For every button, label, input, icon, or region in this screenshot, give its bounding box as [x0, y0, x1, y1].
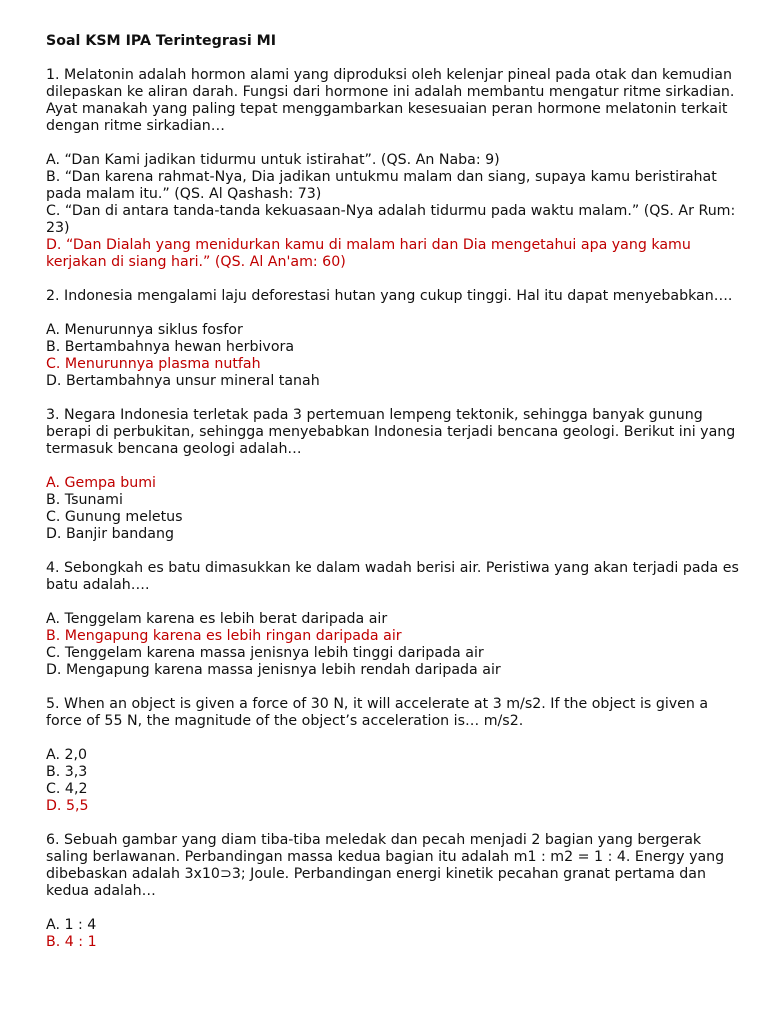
question-block [46, 288, 746, 390]
answer-option: A. “Dan Kami jadikan tidurmu untuk istirahat”. (QS. An Naba: 9) [46, 152, 500, 168]
document-title: Soal KSM IPA Terintegrasi MI [46, 33, 277, 49]
answer-option: A. Menurunnya siklus fosfor [46, 322, 243, 338]
answer-options [46, 322, 746, 390]
answer-option-correct: A. Gempa bumi [46, 475, 156, 491]
question-list [46, 67, 746, 951]
answer-options [46, 917, 746, 951]
answer-option: D. Banjir bandang [46, 526, 174, 542]
answer-option-correct: D. “Dan Dialah yang menidurkan kamu di malam hari dan Dia mengetahui apa yang kamu kerjakan di siang hari.” (QS. Al An'am: 60) [46, 237, 691, 270]
answer-option-correct: B. Mengapung karena es lebih ringan daripada air [46, 628, 402, 644]
answer-option: A. Tenggelam karena es lebih berat daripada air [46, 611, 388, 627]
answer-option: D. Bertambahnya unsur mineral tanah [46, 373, 320, 389]
answer-option: C. 4,2 [46, 781, 88, 797]
answer-options [46, 475, 746, 543]
answer-option: B. Tsunami [46, 492, 123, 508]
document-page [46, 33, 746, 968]
answer-option: B. Bertambahnya hewan herbivora [46, 339, 295, 355]
question-text: 1. Melatonin adalah hormon alami yang diproduksi oleh kelenjar pineal pada otak dan kemudian dilepaskan ke aliran darah. Fungsi dari hormone ini adalah membantu mengatur ritme sirkadian. Ayat manakah yang paling tepat menggambarkan kesesuaian peran hormone melatonin terkait dengan ritme sirkadian… [46, 67, 735, 134]
question-text: 4. Sebongkah es batu dimasukkan ke dalam wadah berisi air. Peristiwa yang akan terjadi pada es batu adalah…. [46, 560, 739, 593]
answer-options [46, 747, 746, 815]
question-block [46, 832, 746, 951]
answer-option: B. 3,3 [46, 764, 88, 780]
answer-option-correct: C. Menurunnya plasma nutfah [46, 356, 261, 372]
question-block [46, 407, 746, 543]
answer-option: D. Mengapung karena massa jenisnya lebih rendah daripada air [46, 662, 501, 678]
question-block [46, 67, 746, 271]
question-text: 5. When an object is given a force of 30 N, it will accelerate at 3 m/s2. If the object is given a force of 55 N, the magnitude of the object’s acceleration is… m/s2. [46, 696, 709, 729]
question-block [46, 560, 746, 679]
answer-option-correct: B. 4 : 1 [46, 934, 97, 950]
question-text: 2. Indonesia mengalami laju deforestasi hutan yang cukup tinggi. Hal itu dapat menyebabkan…. [46, 288, 733, 304]
question-text: 3. Negara Indonesia terletak pada 3 pertemuan lempeng tektonik, sehingga banyak gunung berapi di perbukitan, sehingga menyebabkan Indonesia terjadi bencana geologi. Berikut ini yang termasuk bencana geologi adalah… [46, 407, 736, 457]
answer-options [46, 152, 746, 271]
answer-option-correct: D. 5,5 [46, 798, 89, 814]
question-text: 6. Sebuah gambar yang diam tiba-tiba meledak dan pecah menjadi 2 bagian yang bergerak saling berlawanan. Perbandingan massa kedua bagian itu adalah m1 : m2 = 1 : 4. Energy yang dibebaskan adalah 3x10⊃3; Joule. Perbandingan energi kinetik pecahan granat pertama dan kedua adalah… [46, 832, 725, 899]
answer-option: C. Tenggelam karena massa jenisnya lebih tinggi daripada air [46, 645, 484, 661]
question-block [46, 696, 746, 815]
answer-option: B. “Dan karena rahmat-Nya, Dia jadikan untukmu malam dan siang, supaya kamu beristirahat pada malam itu.” (QS. Al Qashash: 73) [46, 169, 717, 202]
answer-options [46, 611, 746, 679]
answer-option: C. “Dan di antara tanda-tanda kekuasaan-Nya adalah tidurmu pada waktu malam.” (QS. Ar Rum: 23) [46, 203, 736, 236]
answer-option: C. Gunung meletus [46, 509, 183, 525]
answer-option: A. 1 : 4 [46, 917, 97, 933]
answer-option: A. 2,0 [46, 747, 88, 763]
